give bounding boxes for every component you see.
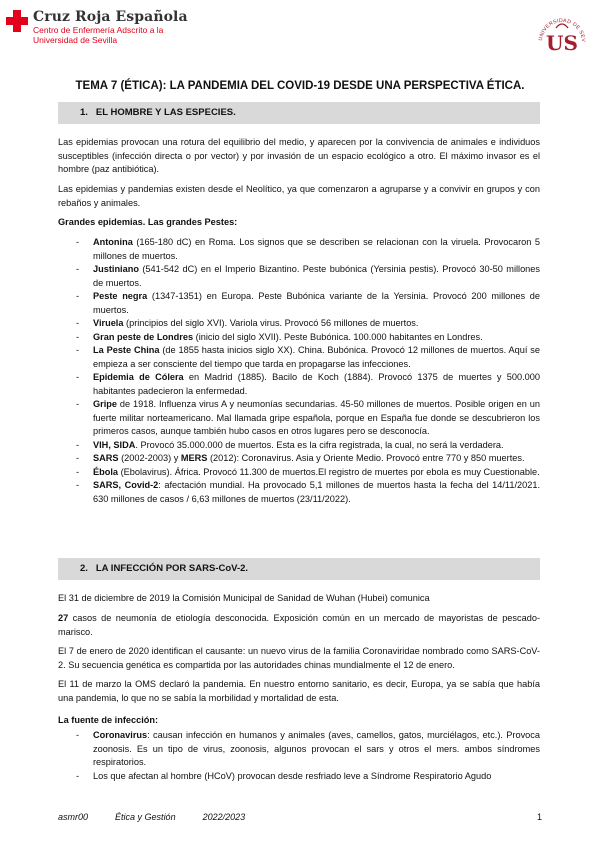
list-item: - Peste negra (1347-1351) en Europa. Peste Bubónica variante de la Yersinia. Provocó 200 millones de muertos. bbox=[76, 291, 540, 315]
org-subtitle-2: Universidad de Sevilla bbox=[33, 35, 118, 45]
university-seal-icon bbox=[534, 8, 590, 60]
list-item: - Gripe de 1918. Influenza virus A y neumonías secundarias. 45-50 millones de muertos. Posible origen en un fuerte militar norteamericano. Mal llamada gripe española, porque en España fue donde se descubrieron los primeros casos, aunque también hubo casos en otros lugares pero se desconocía. bbox=[76, 399, 540, 436]
section-2-heading-bar bbox=[58, 558, 540, 580]
section-1-heading-bar bbox=[58, 102, 540, 124]
org-subtitle-1: Centro de Enfermería Adscrito a la bbox=[33, 25, 164, 35]
section-2-heading: 2. LA INFECCIÓN POR SARS-CoV-2. bbox=[80, 563, 249, 574]
list-item: - Ébola (Ebolavirus). África. Provocó 11.300 de muertos.El registro de muertes por ebola es muy Cuestionable. bbox=[76, 466, 540, 477]
org-name: Cruz Roja Española bbox=[33, 9, 188, 25]
section-1-paragraph-2: Las epidemias y pandemias existen desde el Neolítico, ya que comenzaron a agruparse y a convivir en grupos y con rebaños y animales. bbox=[58, 184, 540, 208]
list-item: - Gran peste de Londres (inicio del siglo XVII). Peste Bubónica. 100.000 habitantes en Londres. bbox=[76, 331, 483, 342]
page-footer bbox=[58, 812, 542, 822]
page-header bbox=[6, 8, 594, 56]
section-2-paragraph-4: El 11 de marzo la OMS declaró la pandemia. En nuestro entorno sanitario, es decir, Europa, ya se sabía que había una pandemia, lo que no se sabía la morbilidad y mortalidad de esta. bbox=[58, 679, 540, 703]
section-1-paragraph-1: Las epidemias provocan una rotura del equilibrio del medio, y aparecen por la convivencia de animales e individuos susceptibles (infección directa o por vector) y por invasión de un espacio ecológico a otro. El máximo invasor es el hombre (paz antibiótica). bbox=[58, 137, 540, 174]
section-2-paragraph-1: El 31 de diciembre de 2019 la Comisión Municipal de Sanidad de Wuhan (Hubei) comunica bbox=[58, 593, 430, 603]
list-item: - VIH, SIDA. Provocó 35.000.000 de muertos. Esta es la cifra registrada, la cual, no será la verdadera. bbox=[76, 439, 504, 450]
red-cross-icon bbox=[6, 10, 28, 32]
section-2-paragraph-3: El 7 de enero de 2020 identifican el causante: un nuevo virus de la familia Coronaviridae nombrado como SARS-CoV-2. Su secuencia genética es compartida por las autoridades chinas mundialmente el 12 de enero. bbox=[58, 646, 540, 670]
section-2-paragraph-2: 27 casos de neumonía de etiología desconocida. Exposición común en un mercado de mayoristas de pescado-marisco. bbox=[58, 613, 540, 637]
section-2-list-title: La fuente de infección: bbox=[58, 715, 159, 725]
list-item: - La Peste China (de 1855 hasta inicios siglo XX). China. Bubónica. Provocó 12 millones de muertos. Aquí se empieza a ser consciente del tiempo que tarda en propagarse las infecciones. bbox=[76, 345, 540, 369]
infection-source-list bbox=[58, 729, 540, 783]
list-item: - Viruela (principios del siglo XVI). Variola virus. Provocó 56 millones de muertos. bbox=[76, 318, 419, 328]
list-item: - Coronavirus: causan infección en humanos y animales (aves, camellos, gatos, murciélagos, etc.). Provoca zoonosis. Es un tipo de virus, zoonosis, algunos provocan el sars y otros el mers. ambos síndromes respiratorios. bbox=[76, 730, 540, 767]
footer-code: asmr00 bbox=[58, 812, 89, 822]
list-item: - Justiniano (541-542 dC) en el Imperio Bizantino. Peste bubónica (Yersinia pestis). Provocó 30-50 millones de muertos. bbox=[76, 264, 540, 288]
list-item: - Antonina (165-180 dC) en Roma. Los signos que se describen se relacionan con la viruela. Provocaron 5 millones de muertos. bbox=[76, 237, 540, 261]
list-item: - SARS, Covid-2: afectación mundial. Ha provocado 5,1 millones de muertos hasta la fecha del 14/11/2021. 630 millones de casos / 6,63 millones de muertos (23/11/2022). bbox=[76, 480, 540, 504]
epidemics-list bbox=[58, 236, 540, 506]
footer-subject: Ética y Gestión bbox=[115, 812, 176, 822]
list-item: - Epidemia de Cólera en Madrid (1885). Bacilo de Koch (1884). Provocó 1375 de muertes y 500.000 habitantes padecieron la enfermedad. bbox=[76, 372, 540, 396]
section-1-list-title: Grandes epidemias. Las grandes Pestes: bbox=[58, 217, 238, 227]
seal-text: UNIVERSIDAD DE SEV bbox=[537, 17, 587, 43]
footer-year: 2022/2023 bbox=[202, 812, 246, 822]
page-title: TEMA 7 (ÉTICA): LA PANDEMIA DEL COVID-19 DESDE UNA PERSPECTIVA ÉTICA. bbox=[75, 80, 525, 92]
page-number: 1 bbox=[536, 812, 542, 822]
section-1-heading: 1. EL HOMBRE Y LAS ESPECIES. bbox=[80, 107, 236, 118]
list-item: - SARS (2002-2003) y MERS (2012): Coronavirus. Asia y Oriente Medio. Provocó entre 770 y 850 muertes. bbox=[76, 453, 525, 463]
org-block bbox=[33, 9, 188, 45]
seal-monogram: US bbox=[546, 31, 578, 55]
list-item: - Los que afectan al hombre (HCoV) provocan desde resfriado leve a Síndrome Respiratorio Agudo bbox=[76, 770, 492, 781]
